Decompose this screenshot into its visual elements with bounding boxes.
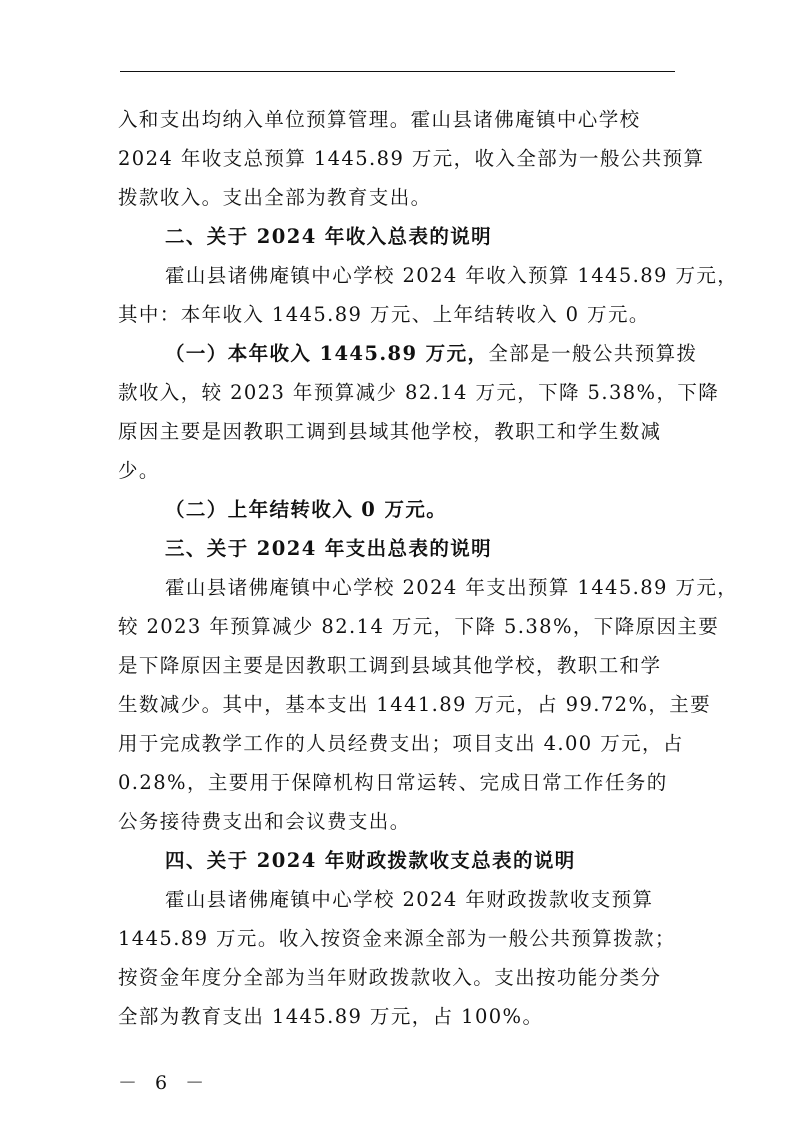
paragraph-line: 其中：本年收入 1445.89 万元、上年结转收入 0 万元。	[118, 303, 650, 326]
subsection-heading: （二）上年结转收入 0 万元。	[165, 498, 448, 521]
paragraph-line: 霍山县诸佛庵镇中心学校 2024 年支出预算 1445.89 万元，	[165, 576, 739, 599]
paragraph-line: 1445.89 万元。收入按资金来源全部为一般公共预算拨款；	[118, 927, 676, 950]
paragraph-line: 全部为教育支出 1445.89 万元，占 100%。	[118, 1005, 544, 1028]
paragraph-line: 霍山县诸佛庵镇中心学校 2024 年财政拨款收支预算	[165, 888, 654, 911]
page-number: － 6 －	[118, 1072, 211, 1094]
paragraph-line: 少。	[118, 459, 160, 482]
section-heading: 二、关于 2024 年收入总表的说明	[165, 225, 493, 248]
paragraph-line: 入和支出均纳入单位预算管理。霍山县诸佛庵镇中心学校	[118, 108, 641, 131]
paragraph-line: 款收入，较 2023 年预算减少 82.14 万元，下降 5.38%，下降	[118, 381, 720, 404]
section-heading: 四、关于 2024 年财政拨款收支总表的说明	[165, 849, 576, 872]
paragraph-line: 较 2023 年预算减少 82.14 万元，下降 5.38%，下降原因主要	[118, 615, 720, 638]
paragraph-line: 拨款收入。支出全部为教育支出。	[118, 186, 432, 209]
section-heading: 三、关于 2024 年支出总表的说明	[165, 537, 493, 560]
paragraph-line: 霍山县诸佛庵镇中心学校 2024 年收入预算 1445.89 万元，	[165, 264, 739, 287]
paragraph-line: 用于完成教学工作的人员经费支出；项目支出 4.00 万元，占	[118, 732, 684, 755]
paragraph-line: 是下降原因主要是因教职工调到县域其他学校，教职工和学	[118, 654, 662, 677]
paragraph-line: 原因主要是因教职工调到县域其他学校，教职工和学生数减	[118, 420, 662, 443]
subsection-heading: （一）本年收入 1445.89 万元，	[165, 342, 489, 365]
paragraph-line: 公务接待费支出和会议费支出。	[118, 810, 411, 833]
paragraph-line: 按资金年度分全部为当年财政拨款收入。支出按功能分类分	[118, 966, 662, 989]
paragraph-line: 0.28%，主要用于保障机构日常运转、完成日常工作任务的	[118, 771, 668, 794]
paragraph-line: 2024 年收支总预算 1445.89 万元，收入全部为一般公共预算	[118, 147, 705, 170]
paragraph-line: 生数减少。其中，基本支出 1441.89 万元，占 99.72%，主要	[118, 693, 712, 716]
subsection-text: 全部是一般公共预算拨	[488, 342, 698, 365]
header-rule	[120, 71, 675, 72]
subsection-line	[165, 340, 697, 368]
